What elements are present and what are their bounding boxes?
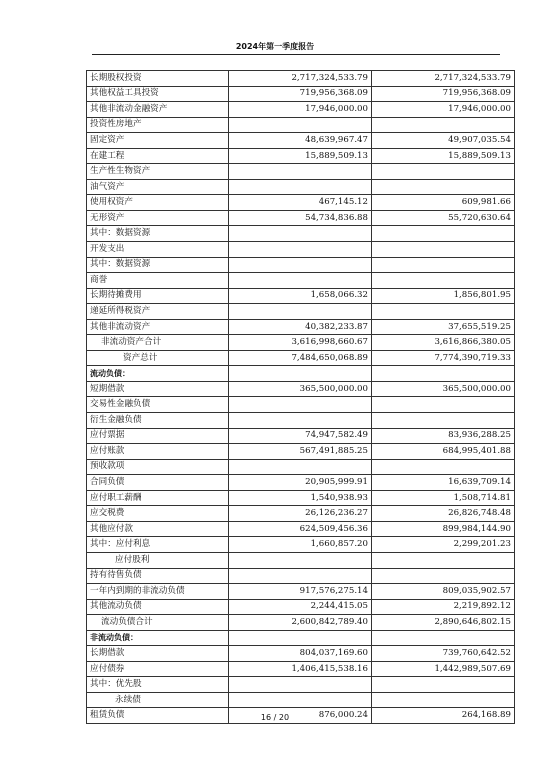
period-end-value — [229, 242, 372, 258]
table-row — [87, 413, 515, 429]
row-label: 长期股权投资 — [87, 71, 229, 87]
row-label: 其他非流动资产 — [87, 319, 229, 335]
row-label: 投资性房地产 — [87, 117, 229, 133]
period-end-value: 2,600,842,789.40 — [229, 615, 372, 631]
row-label: 其中：数据资源 — [87, 257, 229, 273]
table-row — [87, 273, 515, 289]
period-end-value: 1,540,938.93 — [229, 490, 372, 506]
table-row — [87, 117, 515, 133]
row-label: 其他非流动金融资产 — [87, 102, 229, 118]
period-end-value — [229, 677, 372, 693]
period-end-value: 15,889,509.13 — [229, 148, 372, 164]
row-label: 应付账款 — [87, 444, 229, 460]
period-end-value: 624,509,456.36 — [229, 521, 372, 537]
page-header-title: 2024年第一季度报告 — [235, 42, 315, 51]
prior-year-end-value: 264,168.89 — [372, 708, 515, 724]
row-label: 合同负债 — [87, 475, 229, 491]
prior-year-end-value: 7,774,390,719.33 — [372, 350, 515, 366]
prior-year-end-value — [372, 552, 515, 568]
row-label: 长期借款 — [87, 646, 229, 662]
row-label: 一年内到期的非流动负债 — [87, 584, 229, 600]
table-row — [87, 475, 515, 491]
period-end-value — [229, 179, 372, 195]
prior-year-end-value: 2,717,324,533.79 — [372, 71, 515, 87]
prior-year-end-value: 55,720,630.64 — [372, 210, 515, 226]
balance-sheet-body — [87, 71, 515, 724]
row-label: 应付职工薪酬 — [87, 490, 229, 506]
period-end-value: 20,905,999.91 — [229, 475, 372, 491]
period-end-value — [229, 273, 372, 289]
period-end-value — [229, 226, 372, 242]
row-label: 短期借款 — [87, 381, 229, 397]
table-row — [87, 444, 515, 460]
row-label: 持有待售负债 — [87, 568, 229, 584]
prior-year-end-value: 739,760,642.52 — [372, 646, 515, 662]
row-label: 递延所得税资产 — [87, 304, 229, 320]
period-end-value — [229, 164, 372, 180]
row-label: 固定资产 — [87, 133, 229, 149]
table-row — [87, 506, 515, 522]
period-end-value: 719,956,368.09 — [229, 86, 372, 102]
period-end-value: 804,037,169.60 — [229, 646, 372, 662]
period-end-value: 17,946,000.00 — [229, 102, 372, 118]
period-end-value — [229, 568, 372, 584]
row-label: 其他流动负债 — [87, 599, 229, 615]
prior-year-end-value: 37,655,519.25 — [372, 319, 515, 335]
prior-year-end-value: 49,907,035.54 — [372, 133, 515, 149]
prior-year-end-value — [372, 242, 515, 258]
period-end-value: 567,491,885.25 — [229, 444, 372, 460]
table-row — [87, 226, 515, 242]
prior-year-end-value: 1,508,714.81 — [372, 490, 515, 506]
prior-year-end-value: 719,956,368.09 — [372, 86, 515, 102]
row-label: 在建工程 — [87, 148, 229, 164]
period-end-value: 54,734,836.88 — [229, 210, 372, 226]
table-row — [87, 350, 515, 366]
period-end-value: 1,406,415,538.16 — [229, 661, 372, 677]
table-row — [87, 288, 515, 304]
period-end-value — [229, 304, 372, 320]
table-row — [87, 148, 515, 164]
period-end-value: 48,639,967.47 — [229, 133, 372, 149]
period-end-value: 917,576,275.14 — [229, 584, 372, 600]
prior-year-end-value: 809,035,902.57 — [372, 584, 515, 600]
period-end-value — [229, 257, 372, 273]
prior-year-end-value — [372, 692, 515, 708]
row-label: 商誉 — [87, 273, 229, 289]
table-row — [87, 71, 515, 87]
prior-year-end-value: 2,890,646,802.15 — [372, 615, 515, 631]
period-end-value: 1,660,857.20 — [229, 537, 372, 553]
table-row — [87, 179, 515, 195]
row-label: 使用权资产 — [87, 195, 229, 211]
period-end-value: 40,382,233.87 — [229, 319, 372, 335]
prior-year-end-value — [372, 568, 515, 584]
row-label: 应付债券 — [87, 661, 229, 677]
table-row — [87, 490, 515, 506]
prior-year-end-value — [372, 117, 515, 133]
row-label: 交易性金融负债 — [87, 397, 229, 413]
row-label: 无形资产 — [87, 210, 229, 226]
table-row — [87, 646, 515, 662]
row-label: 流动负债合计 — [87, 615, 229, 631]
period-end-value: 74,947,582.49 — [229, 428, 372, 444]
table-row — [87, 599, 515, 615]
table-row — [87, 319, 515, 335]
prior-year-end-value: 365,500,000.00 — [372, 381, 515, 397]
balance-sheet-table — [86, 70, 515, 724]
prior-year-end-value — [372, 164, 515, 180]
table-row — [87, 164, 515, 180]
table-row — [87, 568, 515, 584]
period-end-value — [229, 413, 372, 429]
table-row — [87, 257, 515, 273]
table-row — [87, 242, 515, 258]
period-end-value — [229, 692, 372, 708]
section-header-row — [87, 366, 515, 382]
row-label: 其中：优先股 — [87, 677, 229, 693]
table-row — [87, 677, 515, 693]
period-end-value: 1,658,066.32 — [229, 288, 372, 304]
table-row — [87, 397, 515, 413]
table-row — [87, 195, 515, 211]
prior-year-end-value: 83,936,288.25 — [372, 428, 515, 444]
prior-year-end-value: 2,219,892.12 — [372, 599, 515, 615]
period-end-value: 26,126,236.27 — [229, 506, 372, 522]
row-label: 非流动负债： — [87, 630, 229, 646]
row-label: 非流动资产合计 — [87, 335, 229, 351]
period-end-value: 3,616,998,660.67 — [229, 335, 372, 351]
table-row — [87, 661, 515, 677]
table-row — [87, 86, 515, 102]
period-end-value — [229, 552, 372, 568]
table-row — [87, 133, 515, 149]
table-row — [87, 552, 515, 568]
period-end-value — [229, 459, 372, 475]
table-row — [87, 102, 515, 118]
prior-year-end-value: 1,442,989,507.69 — [372, 661, 515, 677]
row-label: 长期待摊费用 — [87, 288, 229, 304]
row-label: 开发支出 — [87, 242, 229, 258]
prior-year-end-value — [372, 677, 515, 693]
table-row — [87, 584, 515, 600]
row-label: 其中：数据资源 — [87, 226, 229, 242]
period-end-value: 2,244,415.05 — [229, 599, 372, 615]
section-header-row — [87, 630, 515, 646]
prior-year-end-value: 1,856,801.95 — [372, 288, 515, 304]
row-label: 油气资产 — [87, 179, 229, 195]
table-row — [87, 521, 515, 537]
page-number: 16 / 20 — [260, 713, 290, 722]
period-end-value: 876,000.24 — [229, 708, 372, 724]
row-label: 生产性生物资产 — [87, 164, 229, 180]
prior-year-end-value — [372, 273, 515, 289]
table-row — [87, 381, 515, 397]
prior-year-end-value: 15,889,509.13 — [372, 148, 515, 164]
row-label: 应付股利 — [87, 552, 229, 568]
row-label: 应付票据 — [87, 428, 229, 444]
prior-year-end-value — [372, 413, 515, 429]
period-end-value — [229, 366, 372, 382]
row-label: 资产总计 — [87, 350, 229, 366]
row-label: 衍生金融负债 — [87, 413, 229, 429]
row-label: 其他应付款 — [87, 521, 229, 537]
table-row — [87, 692, 515, 708]
prior-year-end-value: 2,299,201.23 — [372, 537, 515, 553]
prior-year-end-value — [372, 257, 515, 273]
prior-year-end-value: 17,946,000.00 — [372, 102, 515, 118]
period-end-value: 467,145.12 — [229, 195, 372, 211]
period-end-value: 7,484,650,068.89 — [229, 350, 372, 366]
period-end-value: 365,500,000.00 — [229, 381, 372, 397]
prior-year-end-value: 684,995,401.88 — [372, 444, 515, 460]
prior-year-end-value — [372, 179, 515, 195]
row-label: 永续债 — [87, 692, 229, 708]
row-label: 其他权益工具投资 — [87, 86, 229, 102]
period-end-value — [229, 397, 372, 413]
prior-year-end-value — [372, 366, 515, 382]
period-end-value — [229, 630, 372, 646]
table-row — [87, 537, 515, 553]
row-label: 租赁负债 — [87, 708, 229, 724]
prior-year-end-value: 26,826,748.48 — [372, 506, 515, 522]
table-row — [87, 335, 515, 351]
row-label: 预收款项 — [87, 459, 229, 475]
row-label: 流动负债： — [87, 366, 229, 382]
table-row — [87, 459, 515, 475]
table-row — [87, 615, 515, 631]
prior-year-end-value — [372, 459, 515, 475]
prior-year-end-value — [372, 226, 515, 242]
period-end-value: 2,717,324,533.79 — [229, 71, 372, 87]
prior-year-end-value: 3,616,866,380.05 — [372, 335, 515, 351]
table-row — [87, 210, 515, 226]
header-rule — [92, 54, 500, 55]
table-row — [87, 428, 515, 444]
row-label: 应交税费 — [87, 506, 229, 522]
row-label: 其中：应付利息 — [87, 537, 229, 553]
period-end-value — [229, 117, 372, 133]
prior-year-end-value: 899,984,144.90 — [372, 521, 515, 537]
prior-year-end-value — [372, 397, 515, 413]
prior-year-end-value: 609,981.66 — [372, 195, 515, 211]
prior-year-end-value — [372, 630, 515, 646]
prior-year-end-value — [372, 304, 515, 320]
table-row — [87, 304, 515, 320]
prior-year-end-value: 16,639,709.14 — [372, 475, 515, 491]
